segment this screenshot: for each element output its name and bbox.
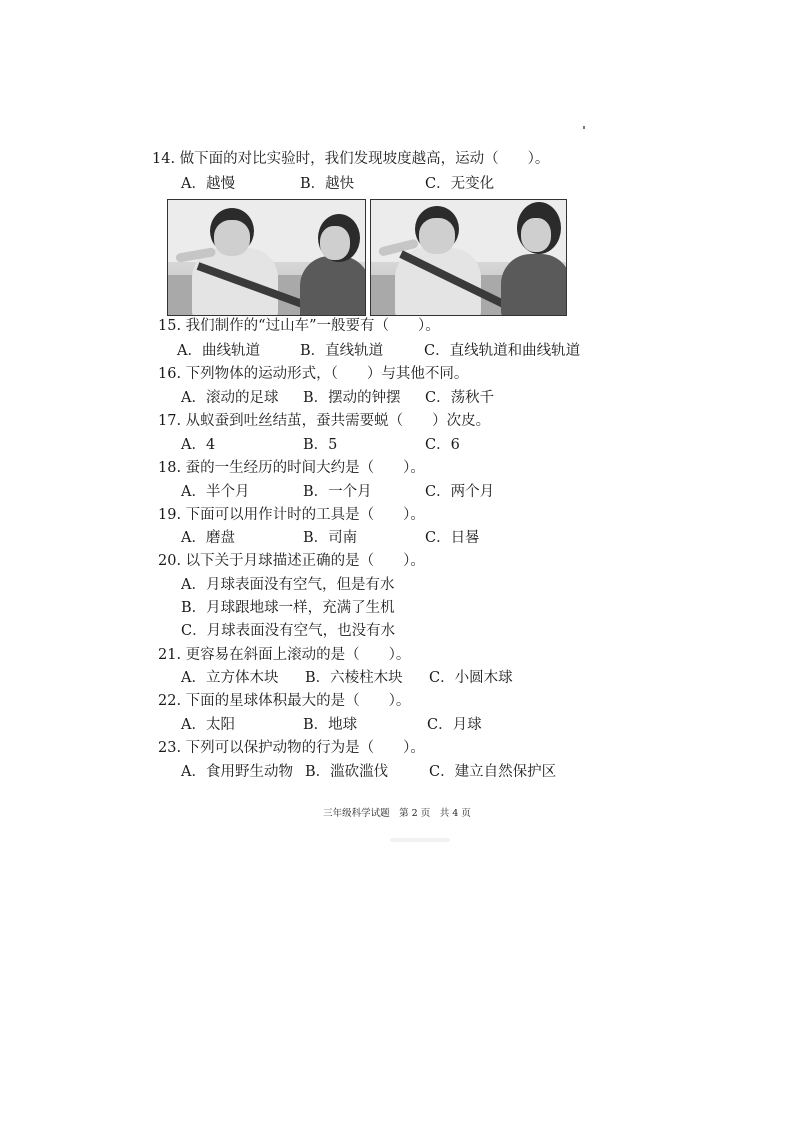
experiment-photo-high-slope: [370, 199, 567, 316]
option-c[interactable]: C．两个月: [425, 484, 495, 500]
options-14: [181, 175, 601, 193]
question-17: [158, 412, 490, 430]
option-b[interactable]: B．滥砍滥伐: [305, 764, 389, 780]
options-15: [177, 342, 597, 360]
option-c[interactable]: C．日晷: [425, 530, 480, 546]
question-number: 19.: [158, 507, 182, 523]
option-c[interactable]: C．荡秋千: [425, 390, 495, 406]
option-c[interactable]: C．月球表面没有空气，也没有水: [181, 623, 396, 639]
question-number: 17.: [158, 413, 182, 429]
options-23: [181, 763, 601, 781]
question-number: 20.: [158, 553, 182, 569]
option-a[interactable]: A．滚动的足球: [181, 390, 279, 406]
options-21: [181, 669, 601, 687]
question-number: 23.: [158, 740, 182, 756]
question-18: [158, 459, 425, 477]
question-text: 做下面的对比实验时，我们发现坡度越高，运动（ ）。: [179, 151, 550, 167]
option-a[interactable]: A．越慢: [181, 176, 235, 192]
question-text: 下面可以用作计时的工具是（ ）。: [185, 507, 425, 523]
scan-smudge: [390, 838, 450, 842]
experiment-photo-low-slope: [167, 199, 366, 316]
option-a[interactable]: A．曲线轨道: [177, 343, 260, 359]
options-19: [181, 529, 601, 547]
option-b[interactable]: B．直线轨道: [300, 343, 384, 359]
options-22: [181, 716, 601, 734]
option-c[interactable]: C．小圆木球: [429, 670, 513, 686]
option-c[interactable]: C．6: [425, 437, 460, 453]
option-a[interactable]: A．磨盘: [181, 530, 235, 546]
option-a[interactable]: A．4: [181, 437, 216, 453]
question-22: [158, 692, 410, 710]
option-b[interactable]: B．越快: [300, 176, 355, 192]
question-text: 下面的星球体积最大的是（ ）。: [185, 693, 411, 709]
question-number: 21.: [158, 647, 182, 663]
question-16: [158, 365, 468, 383]
option-c[interactable]: C．无变化: [425, 176, 495, 192]
question-number: 16.: [158, 366, 182, 382]
option-a[interactable]: A．半个月: [181, 484, 250, 500]
option-b[interactable]: B．六棱柱木块: [305, 670, 403, 686]
question-number: 14.: [152, 151, 176, 167]
option-a[interactable]: A．月球表面没有空气，但是有水: [181, 577, 395, 593]
option-a[interactable]: A．立方体木块: [181, 670, 279, 686]
question-23: [158, 739, 425, 757]
scan-speck: [583, 126, 585, 129]
options-18: [181, 483, 601, 501]
option-b[interactable]: B．摆动的钟摆: [303, 390, 401, 406]
option-c[interactable]: C．直线轨道和曲线轨道: [424, 343, 581, 359]
option-b[interactable]: B．月球跟地球一样，充满了生机: [181, 600, 395, 616]
question-text: 更容易在斜面上滚动的是（ ）。: [185, 647, 411, 663]
option-b[interactable]: B．司南: [303, 530, 358, 546]
question-text: 以下关于月球描述正确的是（ ）。: [185, 553, 425, 569]
question-20: [158, 552, 425, 570]
option-a[interactable]: A．食用野生动物: [181, 764, 293, 780]
question-number: 18.: [158, 460, 182, 476]
question-19: [158, 506, 425, 524]
page-footer: 三年级科学试题 第 2 页 共 4 页: [323, 808, 471, 819]
question-number: 22.: [158, 693, 182, 709]
option-c[interactable]: C．建立自然保护区: [429, 764, 557, 780]
question-15: [158, 317, 440, 335]
option-b[interactable]: B．一个月: [303, 484, 372, 500]
question-number: 15.: [158, 318, 182, 334]
option-a[interactable]: A．太阳: [181, 717, 235, 733]
question-text: 蚕的一生经历的时间大约是（ ）。: [185, 460, 425, 476]
options-17: [181, 436, 601, 454]
question-21: [158, 646, 410, 664]
option-b[interactable]: B．5: [303, 437, 338, 453]
options-16: [181, 389, 601, 407]
question-text: 下列可以保护动物的行为是（ ）。: [185, 740, 425, 756]
question-text: 我们制作的“过山车”一般要有（ ）。: [185, 318, 440, 334]
question-text: 下列物体的运动形式，（ ）与其他不同。: [185, 366, 469, 382]
option-c[interactable]: C．月球: [427, 717, 482, 733]
question-text: 从蚁蚕到吐丝结茧，蚕共需要蜕（ ）次皮。: [185, 413, 491, 429]
option-b[interactable]: B．地球: [303, 717, 358, 733]
question-14: [152, 150, 549, 168]
